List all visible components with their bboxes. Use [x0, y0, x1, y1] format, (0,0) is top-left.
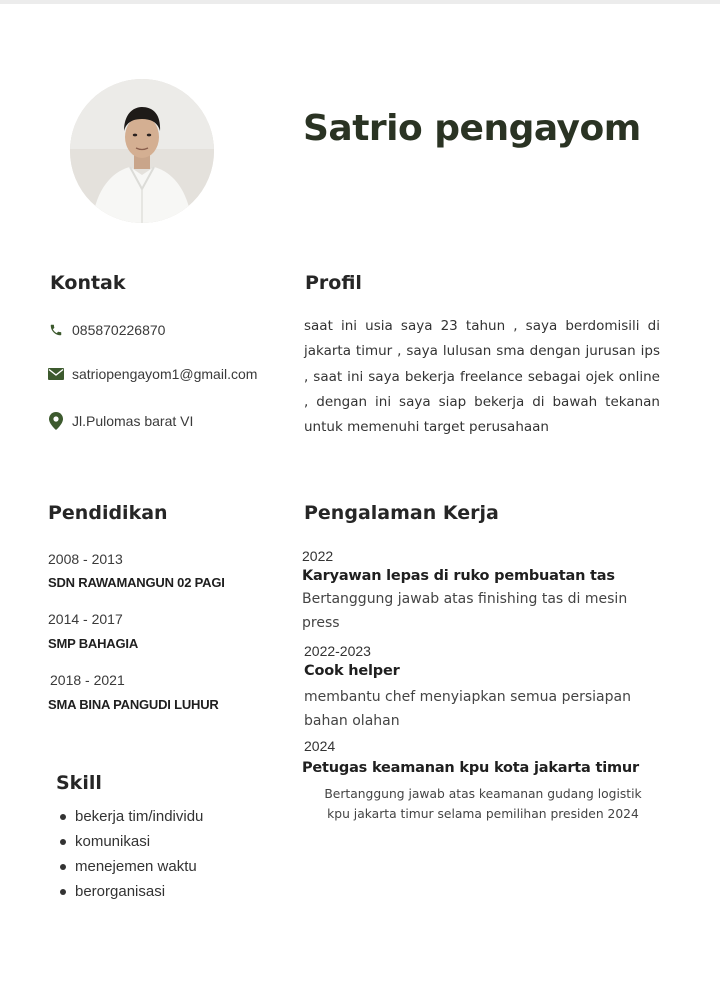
skill-item: komunikasi: [60, 829, 203, 854]
contact-address: [48, 410, 193, 432]
bullet: [60, 864, 66, 870]
experience-year: 2022-2023: [304, 643, 371, 659]
phone-number: 085870226870: [72, 322, 166, 338]
experience-title: Petugas keamanan kpu kota jakarta timur: [302, 760, 639, 776]
phone-icon: [48, 322, 64, 338]
experience-title: Karyawan lepas di ruko pembuatan tas: [302, 568, 615, 584]
full-name: Satrio pengayom: [303, 108, 641, 149]
education-school: SMP BAHAGIA: [48, 636, 139, 651]
skill-item: menejemen waktu: [60, 854, 203, 879]
kontak-heading: Kontak: [50, 272, 126, 294]
skill-list: [60, 804, 203, 904]
skill-item: bekerja tim/individu: [60, 804, 203, 829]
education-school: SDN RAWAMANGUN 02 PAGI: [48, 575, 225, 590]
education-years: 2008 - 2013: [48, 551, 123, 567]
bullet: [60, 889, 66, 895]
address: Jl.Pulomas barat VI: [72, 413, 194, 429]
experience-desc: Bertanggung jawab atas keamanan gudang logistik kpu jakarta timur selama pemilihan presiden 2024: [324, 787, 642, 821]
experience-year: 2022: [302, 548, 334, 564]
profil-heading: Profil: [305, 272, 362, 294]
education-years: 2018 - 2021: [50, 672, 125, 688]
profil-text: saat ini usia saya 23 tahun , saya berdomisili di jakarta timur , saya lulusan sma dengan jurusan ips , saat ini saya bekerja freelance sebagai ojek online , dengan ini saya siap bekerja di bawah tekanan untuk memenuhi target perusahaan: [304, 318, 660, 436]
email-address: satriopengayom1@gmail.com: [72, 366, 258, 382]
mail-icon: [48, 366, 64, 382]
pengalaman-heading: Pengalaman Kerja: [304, 502, 499, 524]
contact-email: [48, 363, 257, 385]
pendidikan-heading: Pendidikan: [48, 502, 168, 524]
contact-phone: [48, 319, 165, 341]
location-pin-icon: [48, 413, 64, 429]
experience-year: 2024: [304, 738, 336, 754]
bullet: [60, 839, 66, 845]
education-school: SMA BINA PANGUDI LUHUR: [48, 697, 219, 712]
top-edge-shadow: [0, 0, 720, 4]
education-years: 2014 - 2017: [48, 611, 123, 627]
experience-title: Cook helper: [304, 663, 400, 679]
bullet: [60, 814, 66, 820]
skill-item: berorganisasi: [60, 879, 203, 904]
skill-heading: Skill: [56, 772, 102, 794]
experience-desc: Bertanggung jawab atas finishing tas di mesin press: [302, 591, 628, 631]
experience-desc: membantu chef menyiapkan semua persiapan bahan olahan: [304, 689, 631, 729]
profile-photo: [70, 79, 214, 223]
